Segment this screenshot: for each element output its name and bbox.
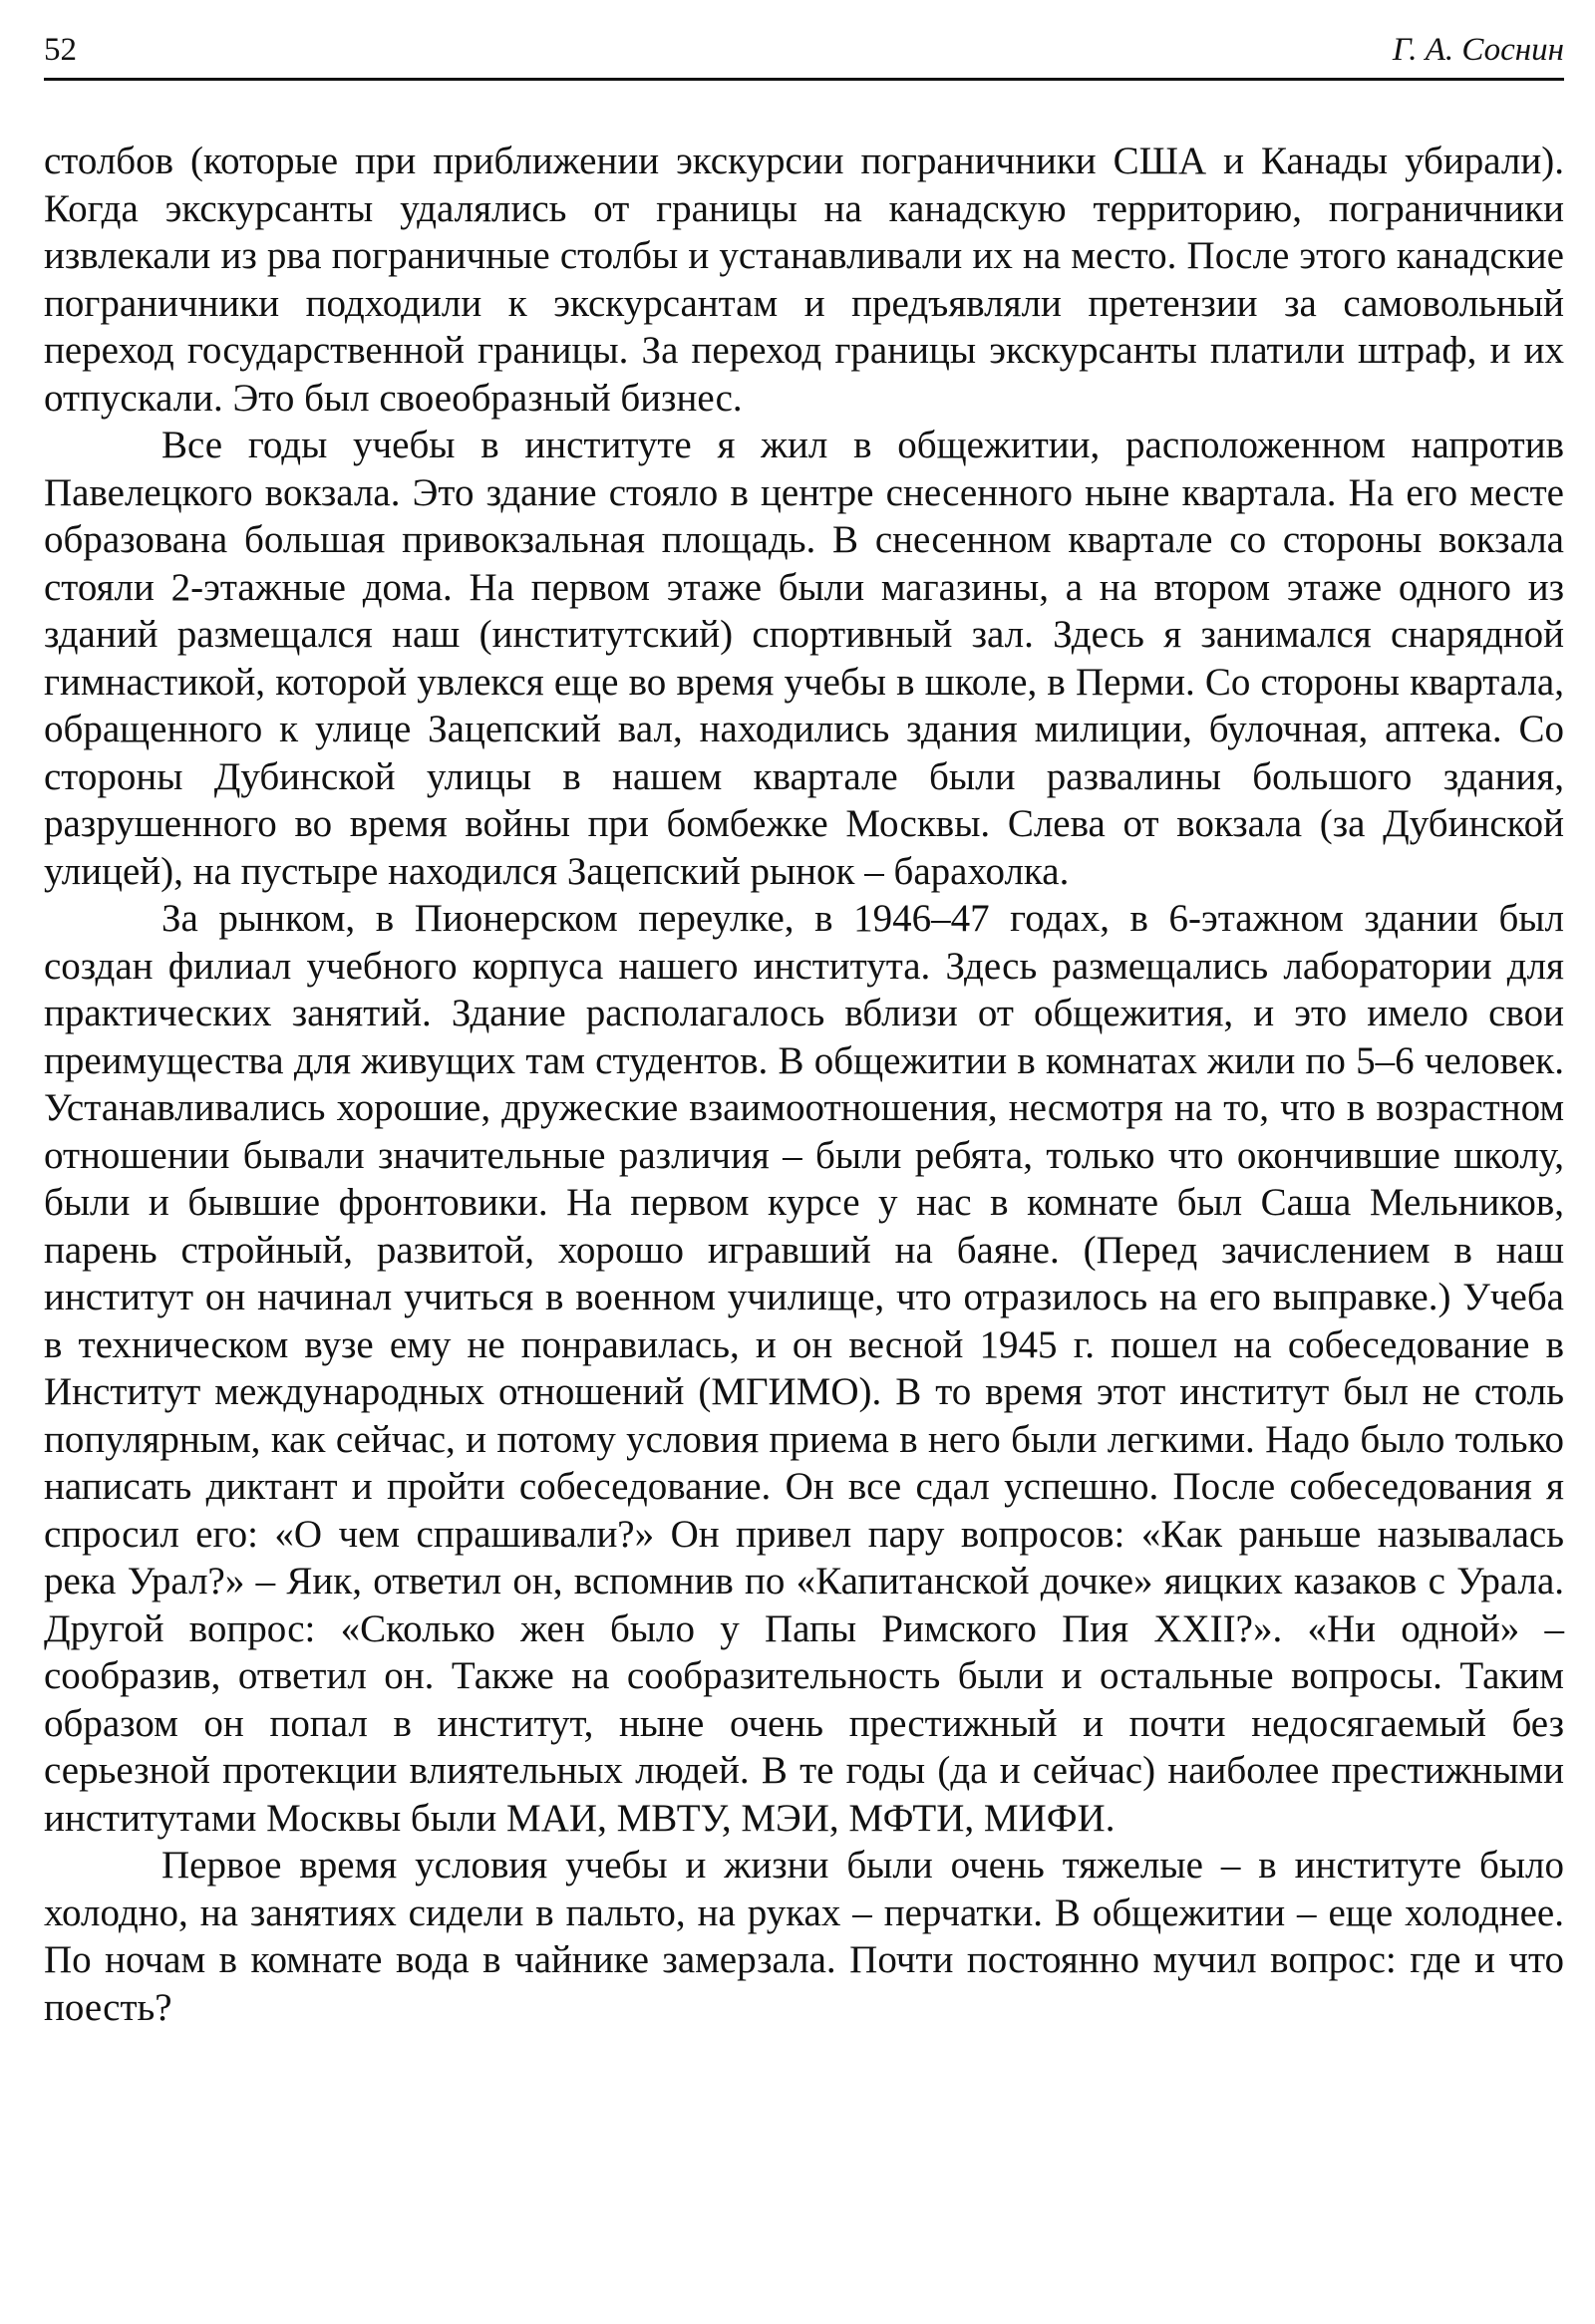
running-head (44, 26, 1564, 74)
paragraph-continuation: столбов (которые при приближении экскурсии пограничники США и Канады убирали). Когда экскурсанты удалялись от границы на канадскую территорию, пограничники извлекали из рва пограничные столбы и устанавливали их на место. После этого канадские пограничники подходили к экскурсантам и предъявляли претензии за самовольный переход государственной границы. За переход границы экскурсанты платили штраф, и их отпускали. Это был своеобразный бизнес. (44, 140, 1564, 420)
header-rule (44, 78, 1564, 81)
running-title: Г. А. Соснин (1392, 32, 1564, 68)
paragraph-hard-times: Первое время условия учебы и жизни были очень тяжелые – в институте было холодно, на занятиях сидели в пальто, на руках – перчатки. В общежитии – еще холоднее. По ночам в комнате вода в чайнике замерзала. Почти постоянно мучил вопрос: где и что поесть? (44, 1844, 1564, 2029)
paragraph-institute-branch: За рынком, в Пионерском переулке, в 1946–47 годах, в 6-этажном здании был создан филиал учебного корпуса нашего института. Здесь размещались лаборатории для практических занятий. Здание располагалось вблизи от общежития, и это имело свои преимущества для живущих там студентов. В общежитии в комнатах жили по 5–6 человек. Устанавливались хорошие, дружеские взаимоотношения, несмотря на то, что в возрастном отношении бывали значительные различия – были ребята, только что окончившие школу, были и бывшие фронтовики. На первом курсе у нас в комнате был Саша Мельников, парень стройный, развитой, хорошо игравший на баяне. (Перед зачислением в наш институт он начинал учиться в военном училище, что отразилось на его выправке.) Учеба в техническом вузе ему не понравилась, и он весной 1945 г. пошел на собеседование в Институт международных отношений (МГИМО). В то время этот институт был не столь популярным, как сейчас, и потому условия приема в него были легкими. Надо было только написать диктант и пройти собеседование. Он все сдал успешно. После собеседования я спросил его: «О чем спрашивали?» Он привел пару вопросов: «Как раньше называлась река Урал?» – Яик, ответил он, вспомнив по «Капитанской дочке» яицких казаков с Урала. Другой вопрос: «Сколько жен было у Папы Римского Пия XXII?». «Ни одной» – сообразив, ответил он. Также на сообразительность были и остальные вопросы. Таким образом он попал в институт, ныне очень престижный и почти недосягаемый без серьезной протекции влиятельных людей. В те годы (да и сейчас) наиболее престижными институтами Москвы были МАИ, МВТУ, МЭИ, МФТИ, МИФИ. (44, 897, 1564, 1840)
body-text (44, 138, 1564, 2031)
page-number: 52 (44, 32, 77, 68)
paragraph-dormitory: Все годы учебы в институте я жил в общежитии, расположенном напротив Павелецкого вокзала. Это здание стояло в центре снесенного ныне квартала. На его месте образована большая привокзальная площадь. В снесенном квартале со стороны вокзала стояли 2-этажные дома. На первом этаже были магазины, а на втором этаже одного из зданий размещался наш (институтский) спортивный зал. Здесь я занимался снарядной гимнастикой, которой увлекся еще во время учебы в школе, в Перми. Со стороны квартала, обращенного к улице Зацепский вал, находились здания милиции, булочная, аптека. Со стороны Дубинской улицы в нашем квартале были развалины большого здания, разрушенного во время войны при бомбежке Москвы. Слева от вокзала (за Дубинской улицей), на пустыре находился Зацепский рынок – барахолка. (44, 424, 1564, 893)
